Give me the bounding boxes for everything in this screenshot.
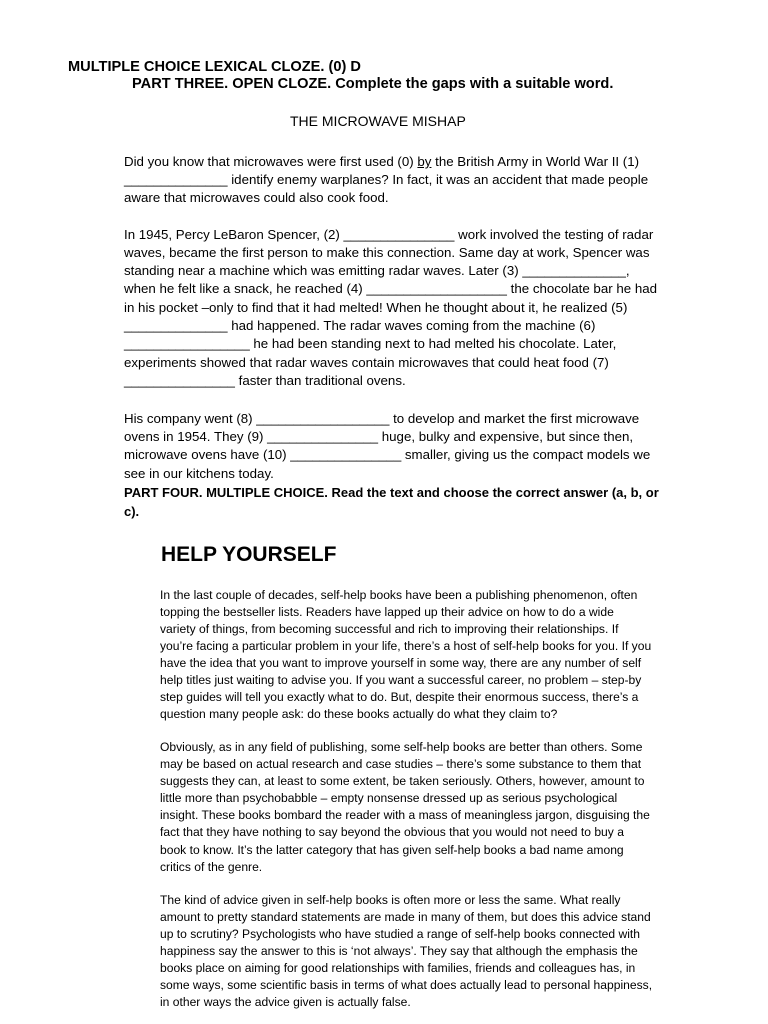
part-four-heading: PART FOUR. MULTIPLE CHOICE. Read the text and choose the correct answer (a, b, or	[124, 485, 659, 500]
text-line: aware that microwaves could also cook food.	[124, 190, 389, 205]
text-line	[124, 153, 639, 171]
example-answer: by	[417, 154, 432, 169]
text-line: _______________ faster than traditional ovens.	[124, 373, 406, 388]
header-line-1: MULTIPLE CHOICE LEXICAL CLOZE. (0) D	[68, 59, 361, 75]
text-line: in other ways the advice given is actually false.	[160, 995, 411, 1009]
text-line: Obviously, as in any field of publishing, some self-help books are better than others. Some	[160, 740, 643, 754]
text-line: see in our kitchens today.	[124, 466, 274, 481]
text-fragment: the British Army in World War II (1)	[431, 154, 640, 169]
text-line: in his pocket –only to find that it had melted! When he thought about it, he realized (5)	[124, 300, 628, 315]
text-line: variety of things, from becoming successful and rich to improving their relationships. If	[160, 622, 619, 636]
text-line: books place on aiming for good relationships with families, friends and colleagues has, in	[160, 961, 636, 975]
text-line: In 1945, Percy LeBaron Spencer, (2) _______________ work involved the testing of radar	[124, 227, 654, 242]
part-four-heading-cont: c).	[124, 504, 140, 519]
text-line: amount to pretty standard statements are made in many of them, but does this advice stand	[160, 910, 651, 924]
part-three-heading: PART THREE. OPEN CLOZE. Complete the gaps with a suitable word.	[132, 76, 614, 92]
text-line: His company went (8) __________________ to develop and market the first microwave	[124, 411, 640, 426]
text-line: may be based on actual research and case studies – there’s some substance to them that	[160, 757, 642, 771]
text-line: microwave ovens have (10) _______________ smaller, giving us the compact models we	[124, 447, 651, 462]
text-line: topping the bestseller lists. Readers have lapped up their advice on how to do a wide	[160, 605, 614, 619]
text-line: help titles just waiting to advise you. If you want a successful career, no problem – step-by	[160, 673, 642, 687]
text-line: ______________ identify enemy warplanes? In fact, it was an accident that made people	[124, 172, 649, 187]
text-line: suggests they can, at least to some extent, be taken seriously. Others, however, amount to	[160, 774, 645, 788]
text-line: happiness say the answer to this is ‘not always’. They say that although the emphasis the	[160, 944, 638, 958]
text-line: In the last couple of decades, self-help books have been a publishing phenomenon, often	[160, 588, 638, 602]
text-line: fact that they have nothing to say beyond the obvious that you would not need to buy a	[160, 825, 624, 839]
article-title: HELP YOURSELF	[161, 543, 337, 566]
text-line: you’re facing a particular problem in your life, there’s a host of self-help books for you. If you	[160, 639, 652, 653]
text-line: critics of the genre.	[160, 860, 263, 874]
text-line: insight. These books bombard the reader with a mass of meaningless jargon, disguising the	[160, 808, 650, 822]
text-line: little more than psychobabble – empty nonsense dressed up as serious psychological	[160, 791, 618, 805]
text-line: some ways, some scientific basis in terms of what does actually lead to personal happiness,	[160, 978, 653, 992]
text-line: step guides will tell you exactly what to do. But, despite their enormous success, there’s a	[160, 690, 639, 704]
text-line: up to scrutiny? Psychologists who have studied a range of self-help books connected with	[160, 927, 641, 941]
text-line: standing near a machine which was emitting radar waves. Later (3) ______________,	[124, 263, 630, 278]
text-line: book to know. It’s the latter category that has given self-help books a bad name among	[160, 843, 624, 857]
text-line: question many people ask: do these books actually do what they claim to?	[160, 707, 558, 721]
text-line: ovens in 1954. They (9) _______________ huge, bulky and expensive, but since then,	[124, 429, 634, 444]
text-line: The kind of advice given in self-help books is often more or less the same. What really	[160, 893, 621, 907]
text-line: ______________ had happened. The radar waves coming from the machine (6)	[124, 318, 596, 333]
text-line: _________________ he had been standing next to had melted his chocolate. Later,	[124, 336, 617, 351]
text-line: have the idea that you want to improve yourself in some way, there are any number of self	[160, 656, 642, 670]
text-line: when he felt like a snack, he reached (4) ___________________ the chocolate bar he had	[124, 281, 658, 296]
part-three-title: THE MICROWAVE MISHAP	[290, 113, 466, 129]
text-fragment: Did you know that microwaves were first used (0)	[124, 154, 418, 169]
text-line: experiments showed that radar waves contain microwaves that could heat food (7)	[124, 355, 609, 370]
text-line: waves, became the first person to make this connection. Same day at work, Spencer was	[124, 245, 650, 260]
